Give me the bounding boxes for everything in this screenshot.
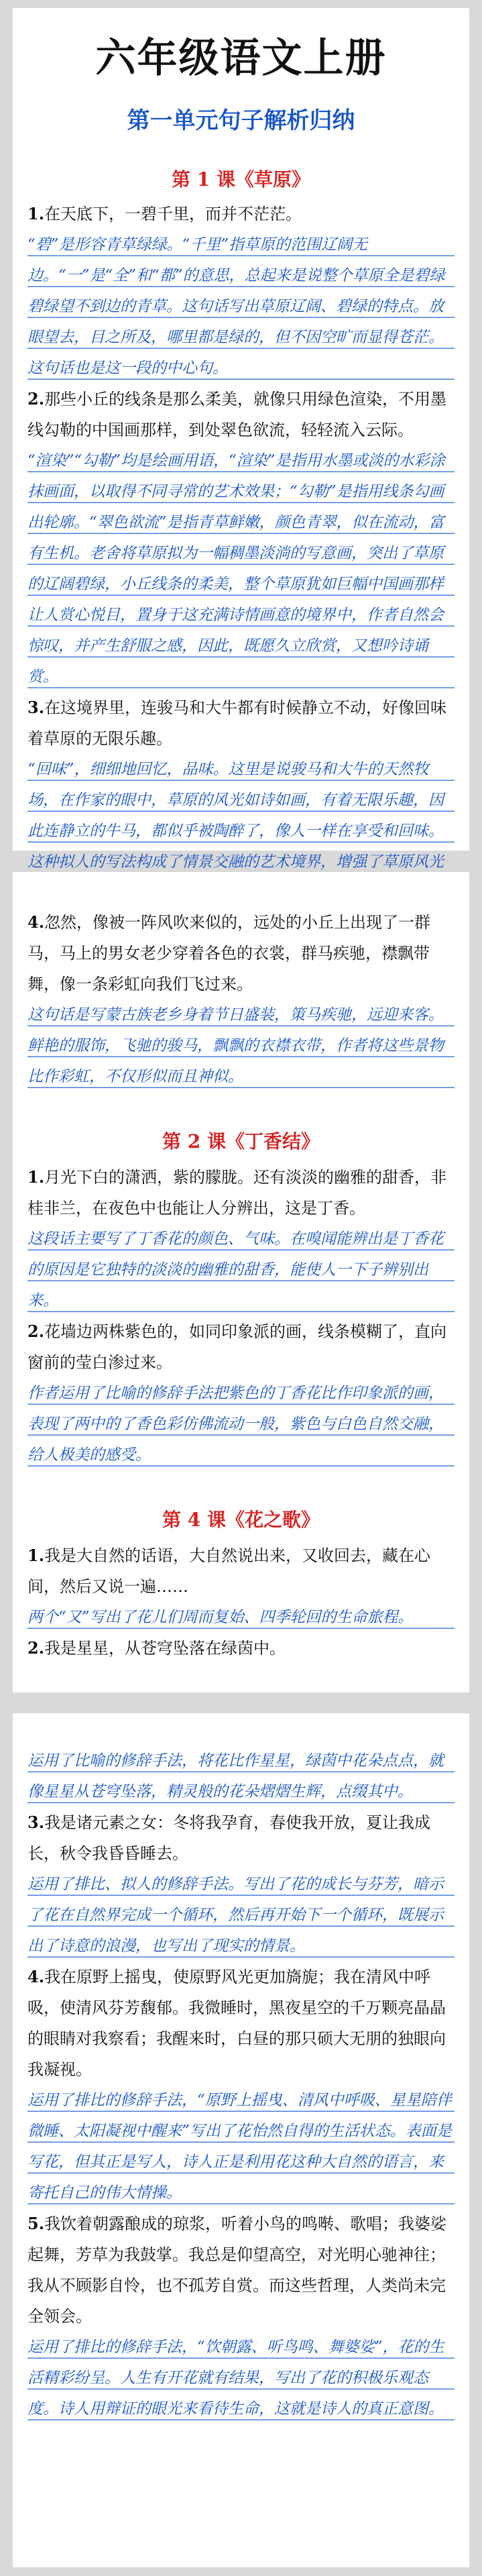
sentence-text: 我饮着朝露酿成的琼浆，听着小鸟的鸣啭、歌唱；我婆娑起舞，芳草为我鼓掌。我总是仰望高空，对光明心驰神往；我从不顾影自怜，也不孤芳自赏。而这些哲理，人类尚未完全领会。 (27, 2214, 447, 2326)
lesson-4-sentence-4 (27, 1962, 455, 2085)
lesson-1-analysis-3: “回味”，细细地回忆，品味。这里是说骏马和大牛的天然牧场，在作家的眼中，草原的风光如诗如画，有着无限乐趣，因此连静立的牛马，都似乎被陶醉了，像人一样在享受和回味。这种拟人的写法构成了情景交融的艺术境界，增强了草原风光 (27, 754, 455, 908)
lesson-1-analysis-4: 这句话是写蒙古族老乡身着节日盛装，策马疾驰，远迎来客。鲜艳的服饰，飞驰的骏马，飘飘的衣襟衣带，作者将这些景物比作彩虹，不仅形似而且神似。 (27, 1000, 455, 1092)
sentence-text: 在这境界里，连骏马和大牛都有时候静立不动，好像回味着草原的无限乐趣。 (27, 698, 447, 748)
sentence-number: 3. (27, 698, 45, 717)
sentence-text: 忽然，像被一阵风吹来似的，远处的小丘上出现了一群马，马上的男女老少穿着各色的衣裳，群马疾驰，襟飘带舞，像一条彩虹向我们飞过来。 (27, 913, 431, 994)
sentence-number: 2. (27, 1638, 45, 1658)
sentence-number: 1. (27, 204, 45, 223)
sentence-number: 3. (27, 1813, 45, 1832)
sentence-text: 我在原野上摇曳，使原野风光更加旖旎；我在清风中呼吸，使清风芬芳馥郁。我微睡时，黑夜星空的千万颗亮晶晶的眼睛对我察看；我醒来时，白昼的那只硕大无朋的独眼向我凝视。 (27, 1968, 446, 2079)
sentence-text: 花墙边两株紫色的，如同印象派的画，线条模糊了，直向窗前的莹白渗过来。 (27, 1322, 447, 1372)
sentence-text: 我是诸元素之女：冬将我孕育，春使我开放，夏让我成长，秋令我昏昏睡去。 (27, 1813, 431, 1863)
lesson-4-heading: 第 4 课《花之歌》 (162, 1509, 320, 1531)
lesson-2-heading: 第 2 课《丁香结》 (162, 1130, 320, 1152)
lesson-1-sentence-3 (27, 692, 455, 754)
sentence-number: 5. (27, 2214, 45, 2233)
lesson-4-analysis-1: 两个“又”写出了花儿们周而复始、四季轮回的生命旅程。 (27, 1602, 455, 1633)
lesson-4-analysis-5: 运用了排比的修辞手法，“饮朝露、听鸟鸣、舞婆娑”，花的生活精彩纷呈。人生有开花就有结果，写出了花的积极乐观态度。诗人用辩证的眼光来看待生命，这就是诗人的真正意图。 (27, 2332, 455, 2424)
sentence-text: 我是星星，从苍穹坠落在绿茵中。 (44, 1639, 286, 1658)
lesson-1-sentence-2 (27, 384, 455, 445)
lesson-2-sentence-1 (27, 1162, 455, 1224)
lesson-4-sentence-3 (27, 1807, 455, 1869)
page-subtitle: 第一单元句子解析归纳 (127, 107, 355, 134)
lesson-4-sentence-2 (27, 1633, 455, 1664)
sentence-text: 月光下白的潇洒，紫的朦胧。还有淡淡的幽雅的甜香，非桂非兰，在夜色中也能让人分辨出，这是丁香。 (27, 1168, 447, 1218)
lesson-4-analysis-3: 运用了排比、拟人的修辞手法。写出了花的成长与芬芳，暗示了花在自然界完成一个循环，然后再开始下一个循环，既展示出了诗意的浪漫，也写出了现实的情景。 (27, 1869, 455, 1962)
sentence-number: 4. (27, 1967, 45, 1986)
sentence-number: 1. (27, 1546, 45, 1565)
lesson-2-analysis-1: 这段话主要写了丁香花的颜色、气味。在嗅闻能辨出是丁香花的原因是它独特的淡淡的幽雅的甜香，能使人一下子辨别出来。 (27, 1224, 455, 1316)
sentence-text: 那些小丘的线条是那么柔美，就像只用绿色渲染，不用墨线勾勒的中国画那样，到处翠色欲流，轻轻流入云际。 (27, 390, 447, 439)
sentence-number: 2. (27, 389, 45, 409)
page-2 (13, 872, 469, 1693)
lesson-2-sentence-2 (27, 1316, 455, 1378)
sentence-number: 2. (27, 1322, 45, 1341)
sentence-text: 在天底下，一碧千里，而并不茫茫。 (44, 205, 302, 223)
lesson-4-analysis-2: 运用了比喻的修辞手法，将花比作星星，绿茵中花朵点点，就像星星从苍穹坠落，精灵般的花朵熠熠生辉，点缀其中。 (27, 1746, 455, 1807)
lesson-1-analysis-2: “渲染”“勾勒”均是绘画用语，“渲染”是指用水墨或淡的水彩涂抹画面，以取得不同寻常的艺术效果；“勾勒”是指用线条勾画出轮廓。“翠色欲流”是指青草鲜嫩，颜色青翠，似在流动，富有生机。老舍将草原拟为一幅稠墨淡淌的写意画，突出了草原的辽阔碧绿，小丘线条的柔美，整个草原犹如巨幅中国画那样让人赏心悦目，置身于这充满诗情画意的境界中，作者自然会惊叹，并产生舒服之感，因此，既愿久立欣赏，又想吟诗诵赏。 (27, 445, 455, 692)
lesson-1-analysis-1: “碧”是形容青草绿绿。“千里”指草原的范围辽阔无边。“一”是“全”和“都”的意思，总起来是说整个草原全是碧绿碧绿望不到边的青草。这句话写出草原辽阔、碧绿的特点。放眼望去，目之所及，哪里都是绿的，但不因空旷而显得苍茫。这句话也是这一段的中心句。 (27, 229, 455, 384)
lesson-1-sentence-1 (27, 199, 455, 229)
lesson-1-sentence-4 (27, 907, 455, 1000)
page-1 (13, 8, 469, 871)
lesson-2-analysis-2: 作者运用了比喻的修辞手法把紫色的丁香花比作印象派的画，表现了两中的了香色彩仿佛流动一般，紫色与白色自然交融，给人极美的感受。 (27, 1378, 455, 1470)
lesson-1-heading: 第 1 课《草原》 (172, 168, 310, 191)
sentence-number: 4. (27, 912, 45, 932)
lesson-4-analysis-4: 运用了排比的修辞手法，“原野上摇曳、清风中呼吸、星星陪伴微睡、太阳凝视中醒来”写出了花怡然自得的生活状态。表面是写花，但其正是写人，诗人正是利用花这种大自然的语言，来寄托自己的伟大情操。 (27, 2085, 455, 2208)
page-3 (13, 1713, 469, 2567)
sentence-number: 1. (27, 1167, 45, 1187)
lesson-4-sentence-1 (27, 1540, 455, 1602)
sentence-text: 我是大自然的话语，大自然说出来，又收回去，藏在心间，然后又说一遍…… (27, 1546, 431, 1596)
lesson-4-sentence-5 (27, 2208, 455, 2332)
page-title: 六年级语文上册 (95, 35, 387, 82)
